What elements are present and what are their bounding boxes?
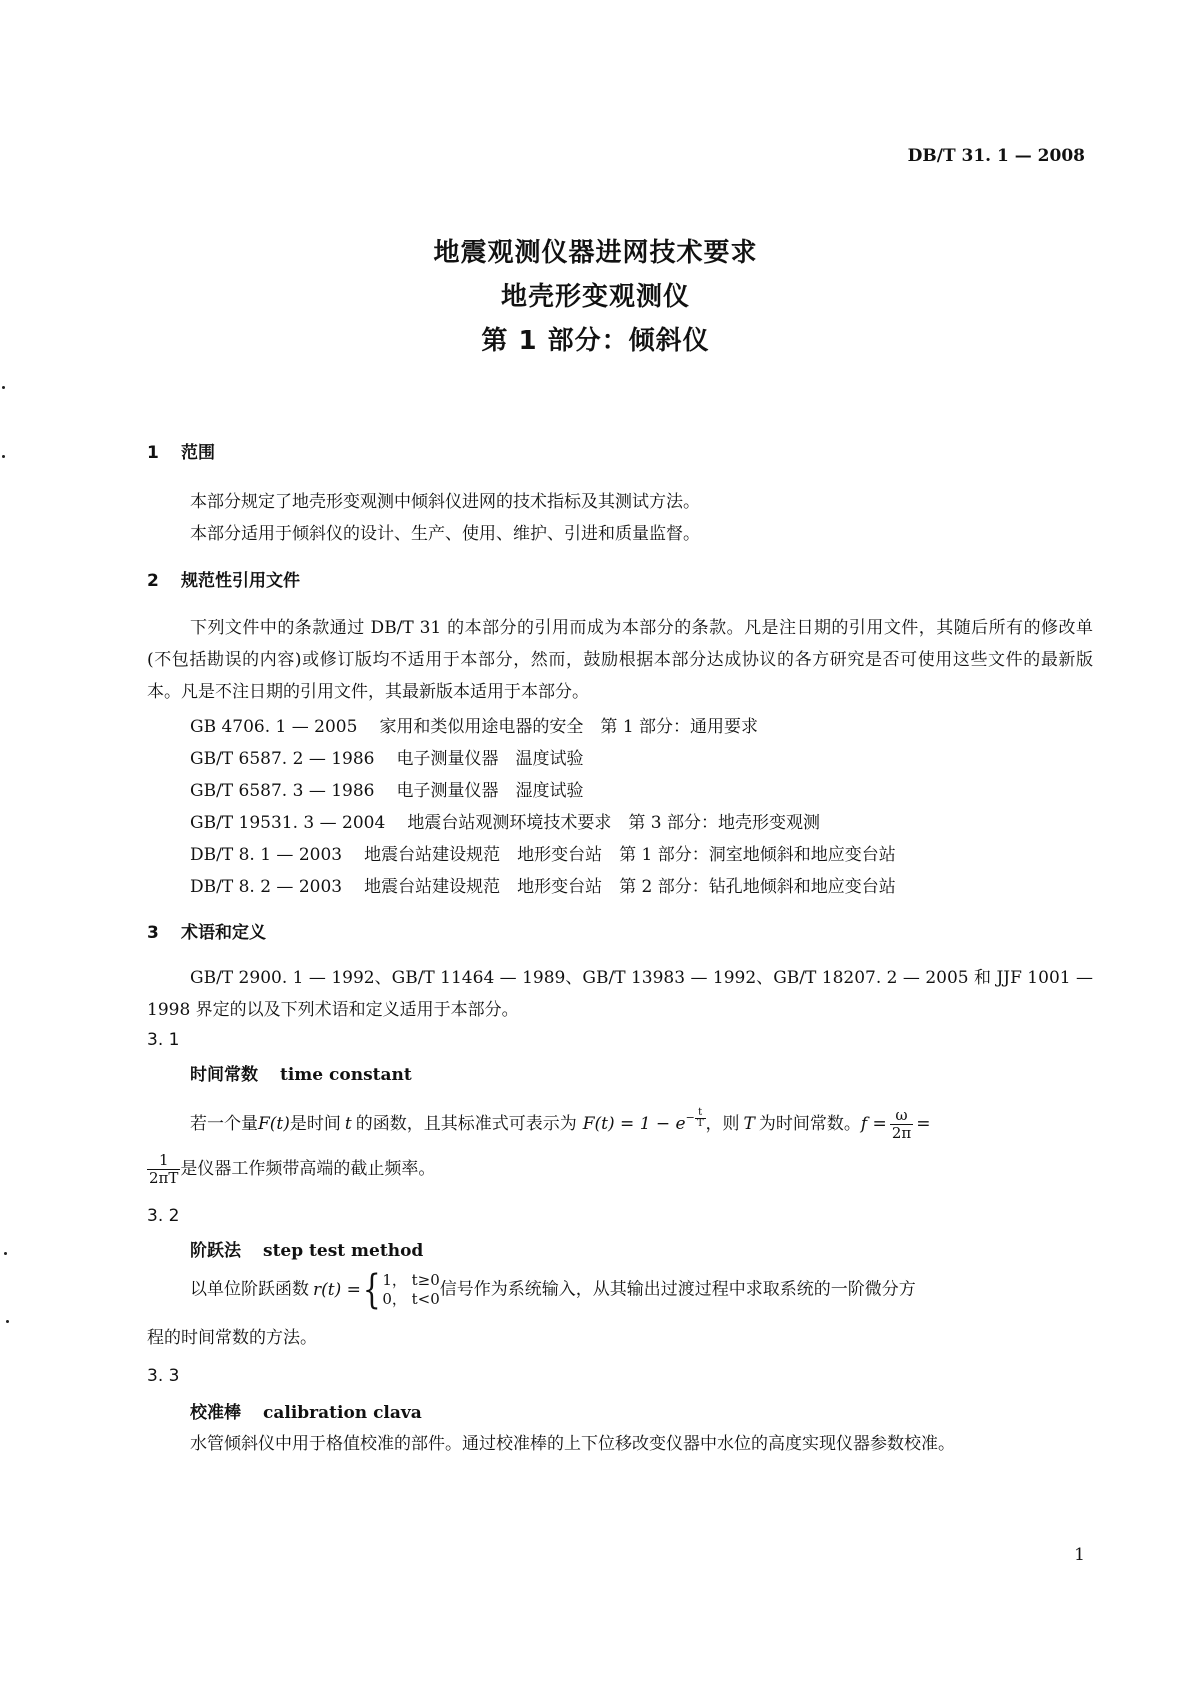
section-3-heading <box>147 918 266 943</box>
reference-title: 电子测量仪器 湿度试验 <box>396 781 584 801</box>
term-zh: 校准棒 <box>190 1403 241 1423</box>
reference-title: 家用和类似用途电器的安全 第 1 部分：通用要求 <box>379 717 759 737</box>
step-function-definition <box>190 1267 916 1313</box>
normative-references-intro: 下列文件中的条款通过 DB/T 31 的本部分的引用而成为本部分的条款。凡是注日期的引用文件，其随后所有的修改单(不包括勘误的内容)或修订版均不适用于本部分，然而，鼓励根据本部分达成协议的各方研究是否可使用这些文件的最新版本。凡是不注日期的引用文件，其最新版本适用于本部分。 <box>147 618 1093 702</box>
reference-code: GB 4706. 1 — 2005 <box>190 717 358 737</box>
formula-exponential: F(t) = 1 − e <box>582 1114 686 1134</box>
text: 的函数，且其标准式可表示为 <box>355 1114 577 1134</box>
reference-item <box>190 840 896 865</box>
exponent-numerator: t <box>695 1108 706 1119</box>
text: 是仪器工作频带高端的截止频率。 <box>180 1159 436 1179</box>
text: 以单位阶跃函数 <box>190 1279 309 1300</box>
symbol-T: T <box>743 1114 755 1134</box>
section-title: 规范性引用文件 <box>181 571 300 591</box>
brace: { <box>362 1267 381 1313</box>
reference-code: DB/T 8. 2 — 2003 <box>190 877 343 897</box>
title-line-3: 第 1 部分：倾斜仪 <box>481 326 710 356</box>
symbol-rt: r(t) = <box>313 1279 361 1300</box>
reference-title: 地震台站建设规范 地形变台站 第 1 部分：洞室地倾斜和地应变台站 <box>364 845 896 865</box>
page-number: 1 <box>1074 1545 1085 1565</box>
term-en: calibration clava <box>263 1403 422 1423</box>
term-number: 3. 2 <box>147 1206 180 1226</box>
reference-item <box>190 872 896 897</box>
term-number: 3. 3 <box>147 1366 180 1386</box>
scan-speck <box>4 1252 7 1255</box>
text: 是时间 <box>289 1114 341 1134</box>
terms-intro: GB/T 2900. 1 — 1992、GB/T 11464 — 1989、GB/T 13983 — 1992、GB/T 18207. 2 — 2005 和 JJF 1001 — 1998 界定的以及下列术语和定义适用于本部分。 <box>147 968 1093 1020</box>
term-heading <box>190 1398 422 1423</box>
section-number: 3 <box>147 923 159 943</box>
exponent-denominator: T <box>696 1117 704 1129</box>
calibration-clava-definition: 水管倾斜仪中用于格值校准的部件。通过校准棒的上下位移改变仪器中水位的高度实现仪器参数校准。 <box>190 1434 955 1454</box>
symbol-f: f = <box>860 1114 887 1134</box>
piecewise-case-1: 1， t≥0 <box>382 1271 440 1289</box>
step-function-definition-cont: 程的时间常数的方法。 <box>147 1328 317 1348</box>
cutoff-frequency-line <box>147 1152 435 1187</box>
text: 为时间常数。 <box>758 1114 861 1134</box>
reference-item <box>190 776 584 801</box>
section-number: 1 <box>147 443 159 463</box>
term-heading <box>190 1236 423 1261</box>
scan-speck <box>6 1320 9 1323</box>
title-line-2: 地壳形变观测仪 <box>500 282 690 312</box>
reference-item <box>190 744 584 769</box>
section-title: 范围 <box>181 443 215 463</box>
reference-code: GB/T 19531. 3 — 2004 <box>190 813 386 833</box>
scope-paragraph-1: 本部分规定了地壳形变观测中倾斜仪进网的技术指标及其测试方法。 <box>190 492 700 512</box>
text: 若一个量 <box>190 1114 258 1134</box>
fraction-denominator: 2π <box>891 1124 912 1142</box>
reference-title: 地震台站建设规范 地形变台站 第 2 部分：钻孔地倾斜和地应变台站 <box>364 877 896 897</box>
piecewise-case-2: 0， t<0 <box>382 1290 440 1308</box>
document-code: DB/T 31. 1 — 2008 <box>907 146 1085 166</box>
section-1-heading <box>147 438 215 463</box>
reference-code: DB/T 8. 1 — 2003 <box>190 845 343 865</box>
reference-item <box>190 712 758 737</box>
term-zh: 时间常数 <box>190 1065 258 1085</box>
section-number: 2 <box>147 571 159 591</box>
scan-speck <box>2 455 5 458</box>
text: ，则 <box>705 1114 740 1134</box>
fraction-numerator: 1 <box>147 1152 180 1170</box>
time-constant-definition: 若一个量F(t)是时间 t 的函数，且其标准式可表示为 $F(t) = 1 - e^{- \frac{t}{T}}$ ，则 T 为时间常数。f = $\frac{\omega}{2\pi}$ = <box>190 1106 931 1142</box>
symbol-t: t <box>344 1114 352 1134</box>
term-zh: 阶跃法 <box>190 1241 241 1261</box>
reference-item <box>190 808 820 833</box>
scope-paragraph-2: 本部分适用于倾斜仪的设计、生产、使用、维护、引进和质量监督。 <box>190 524 700 544</box>
term-heading <box>190 1060 412 1085</box>
reference-code: GB/T 6587. 2 — 1986 <box>190 749 375 769</box>
term-en: time constant <box>280 1065 412 1085</box>
title-line-1: 地震观测仪器进网技术要求 <box>433 238 758 268</box>
section-title: 术语和定义 <box>181 923 266 943</box>
equals-sign: = <box>916 1114 931 1134</box>
symbol-Ft: F(t) <box>258 1114 290 1134</box>
term-number: 3. 1 <box>147 1030 180 1050</box>
term-en: step test method <box>263 1241 424 1261</box>
fraction-denominator: 2πT <box>149 1169 179 1187</box>
section-2-heading <box>147 566 300 591</box>
reference-title: 电子测量仪器 温度试验 <box>396 749 584 769</box>
reference-title: 地震台站观测环境技术要求 第 3 部分：地壳形变观测 <box>407 813 820 833</box>
scan-speck <box>2 386 5 389</box>
fraction-numerator: ω <box>890 1107 913 1125</box>
reference-code: GB/T 6587. 3 — 1986 <box>190 781 375 801</box>
text: 信号作为系统输入，从其输出过渡过程中求取系统的一阶微分方 <box>439 1279 916 1300</box>
